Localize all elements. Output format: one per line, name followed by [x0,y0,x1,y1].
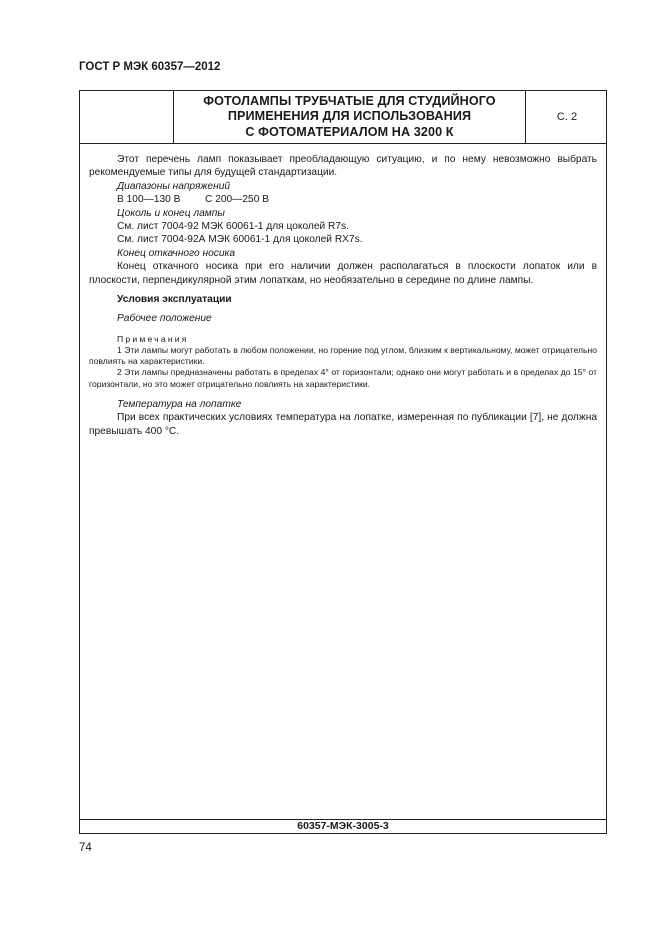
sheet-code: 60357-МЭК-3005-3 [80,819,606,833]
title-line: С ФОТОМАТЕРИАЛОМ НА 3200 К [245,124,454,139]
data-sheet [79,90,607,834]
sheet-page-label: С. 2 [556,111,578,123]
voltage-range-b: В 100—130 В [117,194,181,206]
cap-reference-rx7s: См. лист 7004-92А МЭК 60061-1 для цоколей RX7s. [117,234,363,246]
standard-number: ГОСТ Р МЭК 60357—2012 [79,61,221,73]
note-1: 1 Эти лампы могут работать в любом положении, но горение под углом, близким к вертикальному, может отрицательно повлиять на характеристики. [89,345,597,367]
header-title-cell [174,91,526,143]
title-line: ПРИМЕНЕНИЯ ДЛЯ ИСПОЛЬЗОВАНИЯ [227,109,472,124]
tip-paragraph: Конец откачного носика при его наличии должен располагаться в плоскости лопаток или в плоскости, перпендикулярной этим лопаткам, но необязательно в середине по длине лампы. [89,261,597,286]
voltage-heading: Диапазоны напряжений [117,180,231,192]
header-blank-cell [80,91,174,143]
operating-conditions-heading: Условия эксплуатации [117,294,232,306]
sheet-content [89,153,597,438]
title-line: ФОТОЛАМПЫ ТРУБЧАТЫЕ ДЛЯ СТУДИЙНОГО [203,93,496,108]
position-heading: Рабочее положение [117,313,212,325]
intro-paragraph: Этот перечень ламп показывает преобладающую ситуацию, и по нему невозможно выбрать рекомендуемые типы для будущей стандартизации. [89,154,597,179]
sheet-title [203,94,495,141]
voltage-range-c: С 200—250 В [205,194,269,206]
page-number: 74 [79,842,92,854]
sheet-header [80,91,606,144]
note-2: 2 Эти лампы предназначены работать в пределах 4° от горизонтали; однако они могут работать и в пределах до 15° от горизонтали, но это может отрицательно повлиять на характеристики. [89,367,597,389]
voltage-ranges [89,193,597,206]
temperature-paragraph: При всех практических условиях температура на лопатке, измеренная по публикации [7], не должна превышать 400 °С. [89,412,597,437]
tip-heading: Конец откачного носика [117,247,236,259]
notes-heading: Примечания [117,333,189,344]
cap-heading: Цоколь и конец лампы [117,207,225,219]
cap-reference-r7s: См. лист 7004-92 МЭК 60061-1 для цоколей R7s. [117,221,349,233]
temperature-heading: Температура на лопатке [117,398,242,410]
